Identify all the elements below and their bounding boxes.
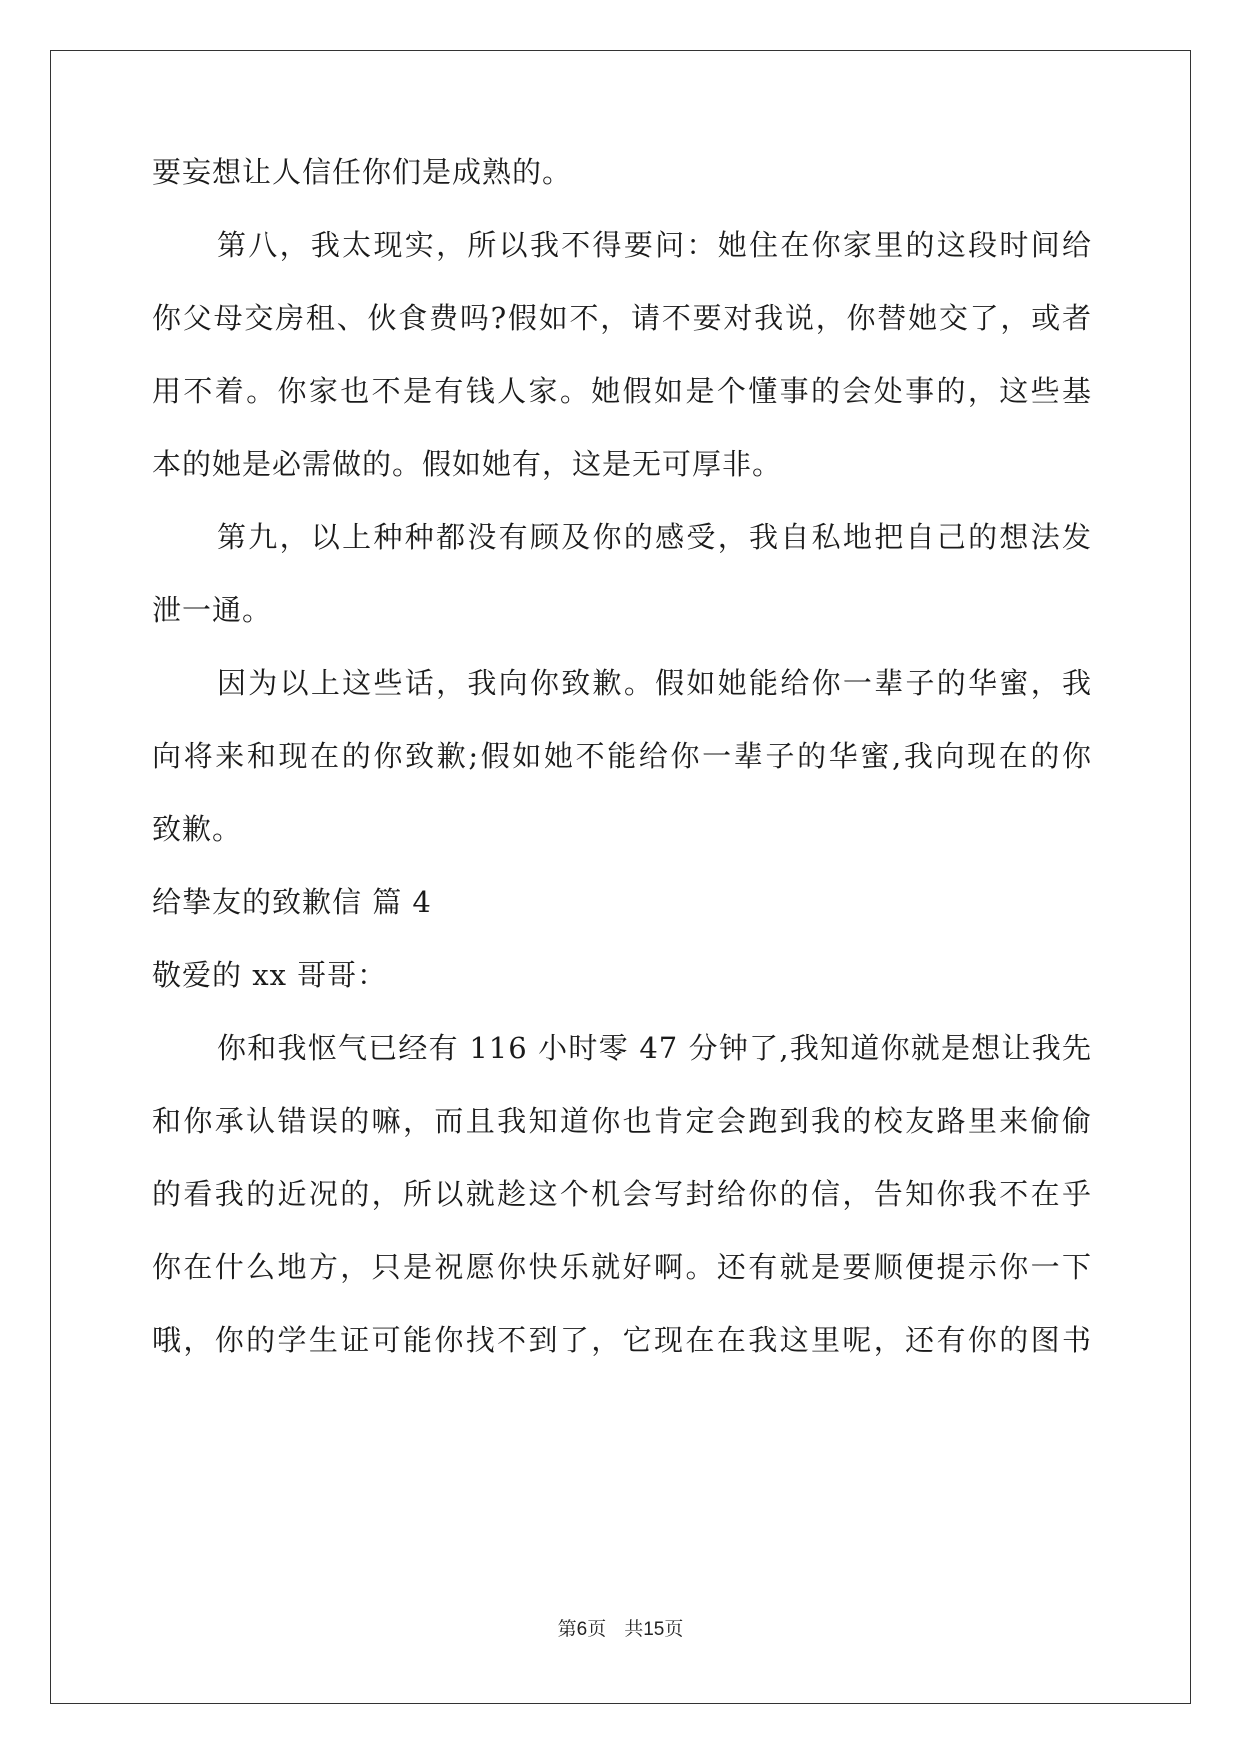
page-suffix: 页 <box>587 1618 607 1640</box>
page-number: 6 <box>576 1619 588 1640</box>
paragraph-line: 你在什么地方，只是祝愿你快乐就好啊。还有就是要顺便提示你一下 <box>152 1250 1092 1284</box>
paragraph-line: 向将来和现在的你致歉;假如她不能给你一辈子的华蜜,我向现在的你 <box>152 739 1092 773</box>
text-line: 要妄想让人信任你们是成熟的。 <box>152 155 573 189</box>
paragraph-line: 你和我怄气已经有 116 小时零 47 分钟了,我知道你就是想让我先 <box>217 1031 1092 1065</box>
paragraph-line: 本的她是必需做的。假如她有，这是无可厚非。 <box>152 447 783 481</box>
paragraph-line: 第八，我太现实，所以我不得要问：她住在你家里的这段时间给 <box>217 228 1092 262</box>
paragraph-line: 你父母交房租、伙食费吗?假如不，请不要对我说，你替她交了，或者 <box>152 301 1092 335</box>
paragraph-line: 用不着。你家也不是有钱人家。她假如是个懂事的会处事的，这些基 <box>152 374 1092 408</box>
paragraph-line: 哦，你的学生证可能你找不到了，它现在在我这里呢，还有你的图书 <box>152 1323 1092 1357</box>
section-heading: 给挚友的致歉信 篇 4 <box>152 885 432 919</box>
total-suffix: 页 <box>664 1618 684 1640</box>
page-footer <box>0 1617 1241 1642</box>
total-pages: 15 <box>643 1619 665 1640</box>
paragraph-line: 和你承认错误的嘛，而且我知道你也肯定会跑到我的校友路里来偷偷 <box>152 1104 1092 1138</box>
paragraph-line: 泄一通。 <box>152 593 273 627</box>
paragraph-line: 的看我的近况的，所以就趁这个机会写封给你的信，告知你我不在乎 <box>152 1177 1092 1211</box>
paragraph-line: 第九，以上种种都没有顾及你的感受，我自私地把自己的想法发 <box>217 520 1092 554</box>
paragraph-line: 致歉。 <box>152 812 243 846</box>
total-prefix: 共 <box>624 1618 644 1640</box>
salutation: 敬爱的 xx 哥哥： <box>152 958 388 992</box>
page-prefix: 第 <box>557 1618 577 1640</box>
paragraph-line: 因为以上这些话，我向你致歉。假如她能给你一辈子的华蜜，我 <box>217 666 1092 700</box>
